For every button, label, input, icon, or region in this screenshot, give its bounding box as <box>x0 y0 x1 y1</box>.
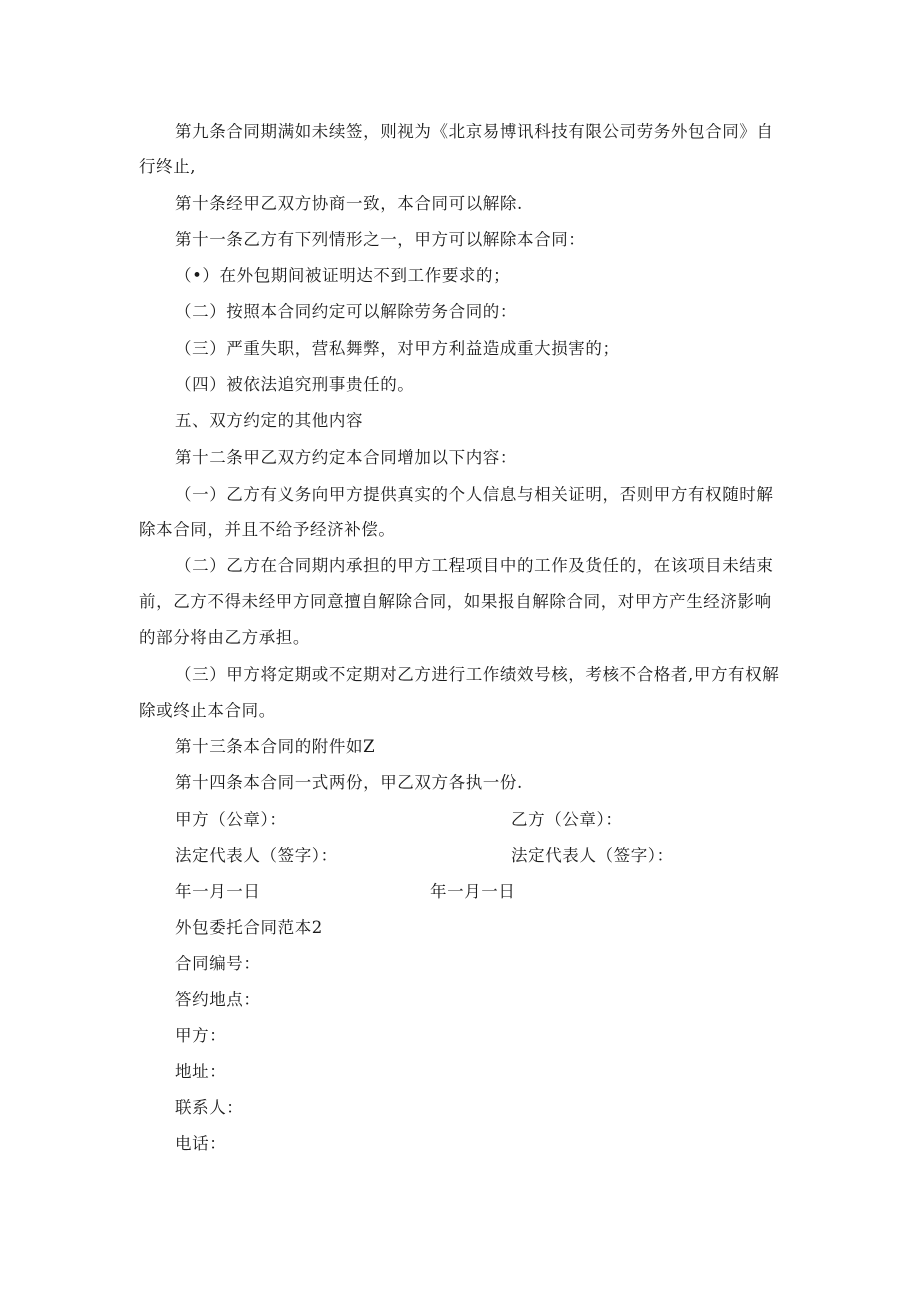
contract-number-field: 合同编号： <box>175 954 261 973</box>
template-2-title: 外包委托合同范本2 <box>175 918 323 937</box>
article-12-item-2-line-3: 的部分将由乙方承担。 <box>139 628 310 647</box>
article-12-item-3-line-2: 除或终止本合同。 <box>139 701 276 720</box>
article-13: 第十三条本合同的附件如Z <box>175 737 376 756</box>
phone-field: 电话： <box>175 1134 227 1153</box>
article-11-item-2: （二）按照本合同约定可以解除劳务合同的： <box>175 302 517 321</box>
article-11-item-1: （•）在外包期间被证明达不到工作要求的； <box>175 266 511 285</box>
article-11: 第十一条乙方有下列情形之一，甲方可以解除本合同： <box>175 230 586 249</box>
party-a-representative: 法定代表人（签字）： <box>175 846 338 865</box>
article-9-line-1: 第九条合同期满如未续签，则视为《北京易博讯科技有限公司劳务外包合同》自 <box>175 122 774 141</box>
party-a-date: 年一月一日 <box>175 882 261 901</box>
signing-location-field: 答约地点： <box>175 990 261 1009</box>
contact-person-field: 联系人： <box>175 1098 244 1117</box>
article-12-item-2-line-1: （二）乙方在合同期内承担的甲方工程项目中的工作及货任的，在该项目未结束 <box>175 556 774 575</box>
article-12-item-1-line-2: 除本合同，并且不给予经济补偿。 <box>139 520 396 539</box>
article-12-item-3-line-1: （三）甲方将定期或不定期对乙方进行工作绩效号核，考核不合格者,甲方有权解 <box>175 665 780 684</box>
party-a-field: 甲方： <box>175 1026 227 1045</box>
address-field: 地址： <box>175 1062 227 1081</box>
article-10: 第十条经甲乙双方协商一致，本合同可以解除. <box>175 194 523 213</box>
article-12-item-1-line-1: （一）乙方有义务向甲方提供真实的个人信息与相关证明，否则甲方有权随时解 <box>175 485 774 504</box>
article-9-line-2: 行终止, <box>139 157 197 176</box>
section-5-heading: 五、双方约定的其他内容 <box>175 411 364 430</box>
article-12: 第十二条甲乙双方约定本合同增加以下内容： <box>175 448 517 467</box>
party-b-representative: 法定代表人（签字）： <box>511 846 674 865</box>
article-14: 第十四条本合同一式两份，甲乙双方各执一份. <box>175 773 523 792</box>
article-11-item-4: （四）被依法追究刑事贵任的。 <box>175 375 415 394</box>
party-a-seal: 甲方（公章）： <box>175 810 287 829</box>
party-b-date: 年一月一日 <box>430 882 516 901</box>
party-b-seal: 乙方（公章）： <box>511 810 623 829</box>
article-11-item-3: （三）严重失职，营私舞弊，对甲方利益造成重大损害的； <box>175 339 620 358</box>
article-12-item-2-line-2: 前，乙方不得未经甲方同意擅自解除合同，如果报自解除合同，对甲方产生经济影响 <box>139 592 772 611</box>
